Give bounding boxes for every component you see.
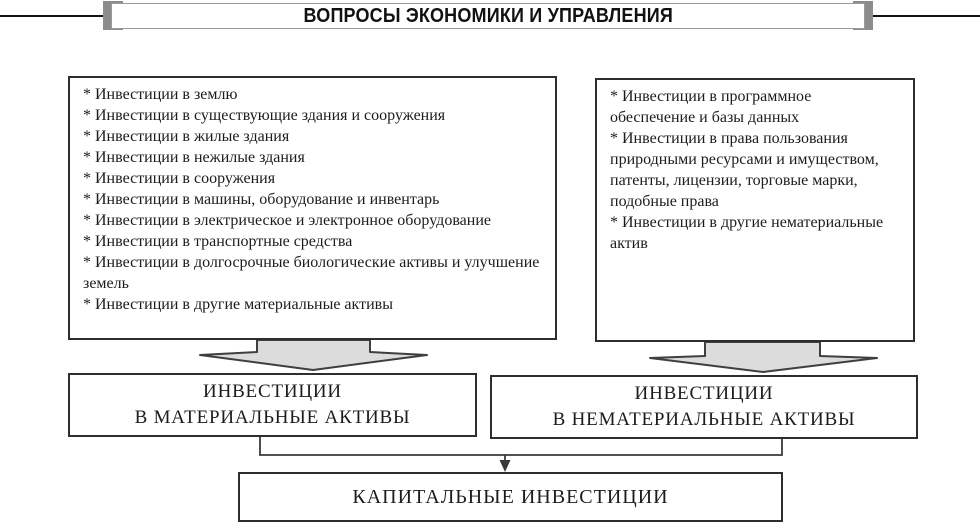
capital-investments-box: [238, 472, 783, 522]
intangible-assets-box: [490, 375, 918, 439]
list-item: * Инвестиции в сооружения: [83, 170, 276, 187]
tangible-assets-line2: В МАТЕРИАЛЬНЫЕ АКТИВЫ: [134, 407, 411, 428]
list-item: * Инвестиции в долгосрочные биологические активы и улучшение земель: [83, 254, 540, 292]
capital-investments-label: КАПИТАЛЬНЫЕ ИНВЕСТИЦИИ: [352, 486, 669, 508]
journal-title-banner: [111, 3, 865, 29]
tangible-assets-line1: ИНВЕСТИЦИИ: [203, 381, 342, 402]
intangible-investments-list-box: [595, 78, 915, 342]
connector-arrowhead-icon: [500, 460, 511, 472]
list-item: * Инвестиции в другие материальные активы: [83, 296, 393, 313]
journal-title: ВОПРОСЫ ЭКОНОМИКИ И УПРАВЛЕНИЯ: [303, 4, 673, 27]
list-item: * Инвестиции в другие нематериальные актив: [610, 214, 884, 252]
list-item: * Инвестиции в права пользования природными ресурсами и имуществом, патенты, лицензии, торговые марки, подобные права: [610, 130, 879, 210]
tangible-assets-box: [68, 373, 477, 437]
intangible-list-text: [610, 86, 884, 254]
list-item: * Инвестиции в жилые здания: [83, 128, 290, 145]
connector-merge-line: [260, 437, 782, 455]
list-item: * Инвестиции в электрическое и электронное оборудование: [83, 212, 491, 229]
intangible-assets-line2: В НЕМАТЕРИАЛЬНЫЕ АКТИВЫ: [552, 409, 856, 430]
tangible-investments-list-box: [68, 76, 557, 340]
list-item: * Инвестиции в существующие здания и сооружения: [83, 107, 446, 124]
list-item: * Инвестиции в программное обеспечение и базы данных: [610, 88, 812, 126]
intangible-assets-line1: ИНВЕСТИЦИИ: [634, 383, 774, 404]
list-item: * Инвестиции в машины, оборудование и инвентарь: [83, 191, 440, 208]
down-arrow-tangible: [200, 340, 427, 370]
list-item: * Инвестиции в землю: [83, 86, 238, 103]
list-item: * Инвестиции в транспортные средства: [83, 233, 353, 250]
down-arrow-intangible: [650, 342, 877, 372]
list-item: * Инвестиции в нежилые здания: [83, 149, 305, 166]
